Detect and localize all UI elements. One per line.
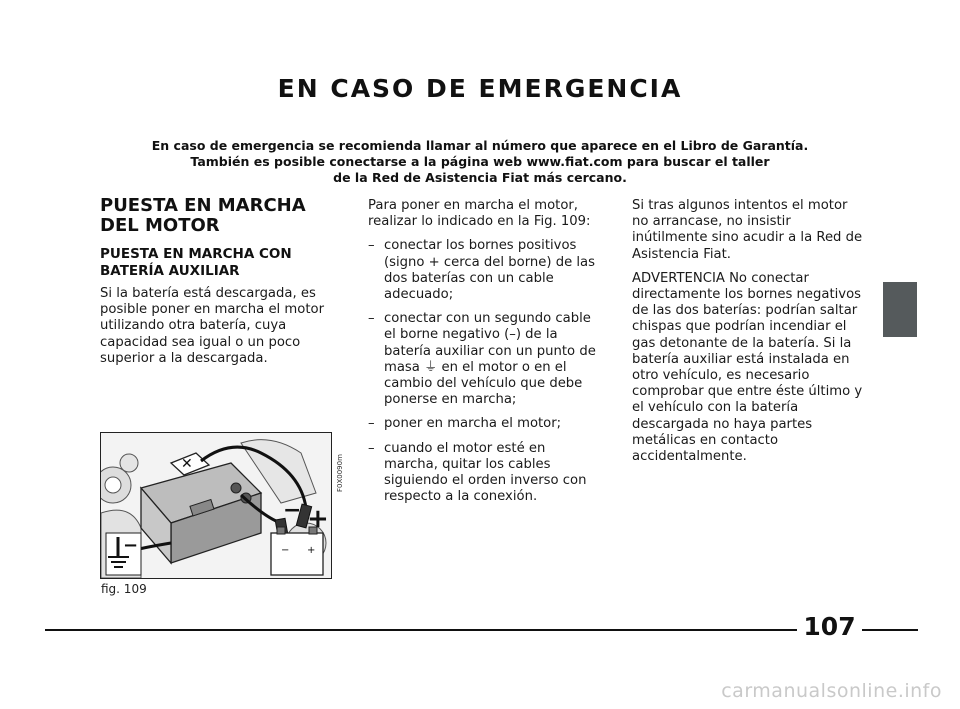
intro-line: de la Red de Asistencia Fiat más cercano.: [333, 170, 627, 185]
list-item: – cuando el motor esté en marcha, quitar los cables siguiendo el orden inverso con respecto a la conexión.: [368, 441, 600, 506]
section-title: PUESTA EN MARCHA DEL MOTOR: [100, 195, 306, 236]
svg-text:✕: ✕: [181, 456, 193, 472]
left-column: [100, 196, 325, 375]
intro-line: También es posible conectarse a la página web www.fiat.com para buscar el taller: [190, 154, 770, 169]
intro-text: [120, 138, 840, 186]
middle-column: [368, 198, 600, 513]
footer-rule: [45, 629, 797, 631]
intro-line: En caso de emergencia se recomienda llamar al número que aparece en el Libro de Garantía.: [151, 138, 809, 153]
svg-text:−: −: [281, 545, 290, 556]
figure-caption: fig. 109: [101, 582, 147, 596]
battery-illustration: [101, 433, 331, 578]
svg-text:+: +: [307, 545, 316, 556]
list-item: – poner en marcha el motor;: [368, 416, 600, 432]
footer-rule: [862, 629, 918, 631]
section-paragraph: Si la batería está descargada, es posible poner en marcha el motor utilizando otra batería, cuya capacidad sea igual o un poco superior a la descargada.: [100, 286, 324, 366]
battery-jump-start-figure: [100, 432, 332, 579]
list-item: – conectar con un segundo cable el borne negativo (–) de la batería auxiliar con un punto de masa ⏚ en el motor o en el cambio del vehículo que debe ponerse en marcha;: [368, 311, 600, 408]
advice-paragraph: Si tras algunos intentos el motor no arrancase, no insistir inútilmente sino acudir a la Red de Asistencia Fiat.: [632, 198, 863, 262]
figure-code: F0X0090m: [336, 454, 344, 492]
steps-list: [368, 238, 600, 505]
section-subtitle: PUESTA EN MARCHA CON BATERÍA AUXILIAR: [100, 246, 292, 279]
svg-text:+: +: [307, 504, 329, 534]
instructions-intro: Para poner en marcha el motor, realizar lo indicado en la Fig. 109:: [368, 198, 591, 230]
page-title: EN CASO DE EMERGENCIA: [277, 74, 683, 103]
watermark: carmanualsonline.info: [721, 680, 942, 702]
list-item: – conectar los bornes positivos (signo + cerca del borne) de las dos baterías con un cable adecuado;: [368, 238, 600, 303]
warning-paragraph: ADVERTENCIA No conectar directamente los bornes negativos de las dos baterías: podrían saltar chispas que podrían incendiar el gas detonante de la batería. Si la batería auxiliar está instalada en otro vehículo, es necesario comprobar que entre éste último y el vehículo con la batería descargada no haya partes metálicas en contacto accidentalmente.: [632, 270, 863, 465]
section-tab-marker: [883, 282, 917, 337]
right-column: [632, 198, 864, 473]
svg-text:−: −: [123, 535, 139, 556]
svg-text:−: −: [283, 498, 302, 523]
page-number: 107: [803, 612, 856, 641]
